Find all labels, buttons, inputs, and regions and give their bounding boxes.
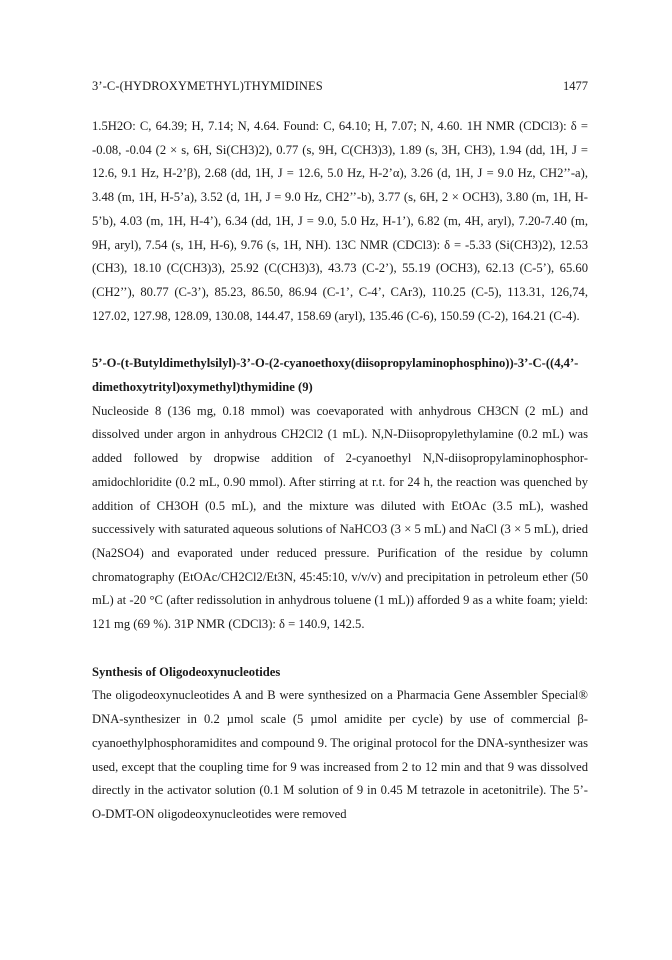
section-heading: Synthesis of Oligodeoxynucleotides (92, 664, 281, 679)
page-number: 1477 (563, 79, 588, 93)
running-title: 3’-C-(HYDROXYMETHYL)THYMIDINES (92, 79, 323, 93)
article-body (92, 115, 588, 827)
nmr-data-paragraph: 1.5H2O: C, 64.39; H, 7.14; N, 4.64. Found: C, 64.10; H, 7.07; N, 4.60. 1H NMR (CDCl3): δ = -0.08, -0.04 (2 × s, 6H, Si(CH3)2), 0.77 (s, 9H, C(CH3)3), 1.89 (s, 3H, CH3), 1.94 (dd, 1H, J = 12.6, 9.1 Hz, H-2’β), 2.68 (dd, 1H, J = 12.6, 5.0 Hz, H-2’α), 3.26 (d, 1H, J = 9.0 Hz, CH2’’-a), 3.48 (m, 1H, H-5’a), 3.52 (d, 1H, J = 9.0 Hz, CH2’’-b), 3.77 (s, 6H, 2 × OCH3), 3.80 (m, 1H, H-5’b), 4.03 (m, 1H, H-4’), 6.34 (dd, 1H, J = 9.0, 5.0 Hz, H-1’), 6.82 (m, 4H, aryl), 7.20-7.40 (m, 9H, aryl), 7.54 (s, 1H, H-6), 9.76 (s, 1H, NH). 13C NMR (CDCl3): δ = -5.33 (Si(CH3)2), 12.53 (CH3), 18.10 (C(CH3)3), 25.92 (C(CH3)3), 43.73 (C-2’), 55.19 (OCH3), 62.13 (C-5’), 65.60 (CH2’’), 80.77 (C-3’), 85.23, 86.50, 86.94 (C-1’, C-4’, CAr3), 110.25 (C-5), 113.31, 126,74, 127.02, 127.98, 128.09, 130.08, 144.47, 158.69 (aryl), 135.46 (C-6), 150.59 (C-2), 164.21 (C-4). (92, 119, 588, 323)
compound-heading: 5’-O-(t-Butyldimethylsilyl)-3’-O-(2-cyanoethoxy(diisopropylaminophosphino))-3’-C-((4,4’-dimethoxytrityl)oxymethyl)thymidine (9) (92, 356, 579, 395)
synthesis-paragraph: The oligodeoxynucleotides A and B were synthesized on a Pharmacia Gene Assembler Special® DNA-synthesizer in 0.2 µmol scale (5 µmol amidite per cycle) by use of commercial β-cyanoethylphosphoramidites and compound 9. The original protocol for the DNA-synthesizer was used, except that the coupling time for 9 was increased from 2 to 12 min and that 9 was dissolved directly in the activator solution (0.1 M solution of 9 in 0.45 M tetrazole in acetonitrile). The 5’-O-DMT-ON oligodeoxynucleotides were removed (92, 688, 588, 821)
running-header (92, 79, 588, 97)
procedure-paragraph: Nucleoside 8 (136 mg, 0.18 mmol) was coevaporated with anhydrous CH3CN (2 mL) and dissolved under argon in anhydrous CH2Cl2 (1 mL). N,N-Diisopropylethylamine (0.2 mL) was added followed by dropwise addition of 2-cyanoethyl N,N-diisopropylaminophosphor-amidochloridite (0.2 mL, 0.90 mmol). After stirring at r.t. for 24 h, the reaction was quenched by addition of CH3OH (0.5 mL), and the mixture was diluted with EtOAc (3.5 mL), washed successively with saturated aqueous solutions of NaHCO3 (3 × 5 mL) and NaCl (3 × 5 mL), dried (Na2SO4) and evaporated under reduced pressure. Purification of the residue by column chromatography (EtOAc/CH2Cl2/Et3N, 45:45:10, v/v/v) and precipitation in petroleum ether (50 mL) at -20 °C (after redissolution in anhydrous toluene (1 mL)) afforded 9 as a white foam; yield: 121 mg (69 %). 31P NMR (CDCl3): δ = 140.9, 142.5. (92, 403, 588, 632)
